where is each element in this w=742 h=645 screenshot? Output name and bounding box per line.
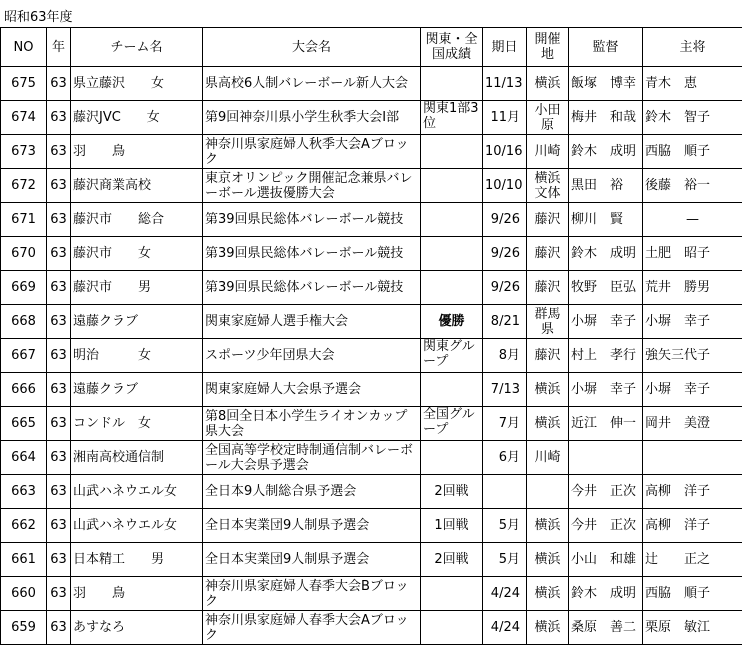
cell-year: 63 [47, 203, 71, 237]
cell-tournament: 神奈川県家庭婦人春季大会Bブロック [203, 577, 421, 611]
cell-captain: 荒井 勝男 [643, 271, 742, 305]
cell-tournament: 関東家庭婦人選手権大会 [203, 305, 421, 339]
cell-date: 7/13 [483, 373, 527, 407]
cell-year: 63 [47, 339, 71, 373]
cell-no: 672 [1, 169, 47, 203]
cell-date: 6月 [483, 441, 527, 475]
cell-venue: 川崎 [527, 135, 569, 169]
cell-tournament: 第39回県民総体バレーボール競技 [203, 237, 421, 271]
cell-team: 羽 鳥 [71, 135, 203, 169]
cell-team: 山武ハネウエル女 [71, 475, 203, 509]
cell-tournament: 神奈川県家庭婦人春季大会Aブロック [203, 611, 421, 645]
cell-date: 10/16 [483, 135, 527, 169]
cell-result [421, 67, 483, 101]
cell-no: 660 [1, 577, 47, 611]
cell-coach: 梅井 和哉 [569, 101, 643, 135]
cell-no: 665 [1, 407, 47, 441]
cell-team: 藤沢市 総合 [71, 203, 203, 237]
cell-coach: 小塀 幸子 [569, 305, 643, 339]
cell-tournament: 全日本実業団9人制県予選会 [203, 509, 421, 543]
cell-coach: 小山 和雄 [569, 543, 643, 577]
cell-result [421, 237, 483, 271]
cell-year: 63 [47, 101, 71, 135]
cell-coach: 牧野 臣弘 [569, 271, 643, 305]
cell-coach: 鈴木 成明 [569, 135, 643, 169]
cell-captain: 強矢三代子 [643, 339, 742, 373]
cell-result [421, 577, 483, 611]
cell-captain: 高柳 洋子 [643, 509, 742, 543]
cell-date: 9/26 [483, 203, 527, 237]
cell-captain: 西脇 順子 [643, 135, 742, 169]
cell-result [421, 441, 483, 475]
table-row [1, 441, 742, 475]
cell-team: 県立藤沢 女 [71, 67, 203, 101]
cell-venue: 横浜 [527, 543, 569, 577]
table-row [1, 67, 742, 101]
table-row [1, 577, 742, 611]
cell-date: 5月 [483, 543, 527, 577]
cell-result [421, 373, 483, 407]
cell-date: 11/13 [483, 67, 527, 101]
cell-coach: 桑原 善二 [569, 611, 643, 645]
cell-venue: 横浜文体 [527, 169, 569, 203]
cell-team: 日本精工 男 [71, 543, 203, 577]
cell-venue: 横浜 [527, 373, 569, 407]
table-row [1, 305, 742, 339]
table-row [1, 135, 742, 169]
cell-no: 668 [1, 305, 47, 339]
table-row [1, 373, 742, 407]
table-row [1, 101, 742, 135]
cell-captain: 栗原 敏江 [643, 611, 742, 645]
cell-no: 670 [1, 237, 47, 271]
cell-tournament: 全国高等学校定時制通信制バレーボール大会県予選会 [203, 441, 421, 475]
cell-result: 1回戦 [421, 509, 483, 543]
header-team: チーム名 [71, 28, 203, 67]
cell-venue: 川崎 [527, 441, 569, 475]
cell-venue: 横浜 [527, 509, 569, 543]
cell-team: 山武ハネウエル女 [71, 509, 203, 543]
cell-tournament: 全日本9人制総合県予選会 [203, 475, 421, 509]
cell-year: 63 [47, 475, 71, 509]
sheet-title: 昭和63年度 [4, 10, 73, 26]
cell-date: 7月 [483, 407, 527, 441]
cell-captain: 後藤 裕一 [643, 169, 742, 203]
cell-no: 669 [1, 271, 47, 305]
cell-venue: 藤沢 [527, 203, 569, 237]
cell-no: 659 [1, 611, 47, 645]
cell-venue: 横浜 [527, 577, 569, 611]
cell-year: 63 [47, 271, 71, 305]
cell-captain [643, 441, 742, 475]
cell-year: 63 [47, 441, 71, 475]
cell-date [483, 475, 527, 509]
header-tournament: 大会名 [203, 28, 421, 67]
cell-date: 9/26 [483, 237, 527, 271]
table-row [1, 407, 742, 441]
cell-coach: 飯塚 博幸 [569, 67, 643, 101]
cell-team: 明治 女 [71, 339, 203, 373]
cell-date: 8/21 [483, 305, 527, 339]
cell-captain: — [643, 203, 742, 237]
header-row [1, 28, 742, 67]
cell-team: 遠藤クラブ [71, 305, 203, 339]
cell-team: あすなろ [71, 611, 203, 645]
table-row [1, 339, 742, 373]
cell-captain: 小塀 幸子 [643, 373, 742, 407]
cell-venue: 横浜 [527, 611, 569, 645]
cell-venue [527, 475, 569, 509]
header-result: 関東・全国成績 [421, 28, 483, 67]
cell-result: 全国グループ [421, 407, 483, 441]
cell-year: 63 [47, 407, 71, 441]
cell-year: 63 [47, 135, 71, 169]
cell-result [421, 611, 483, 645]
cell-year: 63 [47, 509, 71, 543]
cell-year: 63 [47, 577, 71, 611]
cell-venue: 横浜 [527, 67, 569, 101]
cell-tournament: スポーツ少年団県大会 [203, 339, 421, 373]
cell-year: 63 [47, 305, 71, 339]
cell-coach: 村上 孝行 [569, 339, 643, 373]
cell-captain: 岡井 美澄 [643, 407, 742, 441]
cell-coach: 今井 正次 [569, 475, 643, 509]
table-row [1, 169, 742, 203]
table-row [1, 271, 742, 305]
cell-tournament: 神奈川県家庭婦人秋季大会Aブロック [203, 135, 421, 169]
table-row [1, 475, 742, 509]
cell-date: 10/10 [483, 169, 527, 203]
cell-result: 2回戦 [421, 475, 483, 509]
header-year: 年 [47, 28, 71, 67]
cell-no: 663 [1, 475, 47, 509]
cell-no: 662 [1, 509, 47, 543]
cell-date: 4/24 [483, 577, 527, 611]
cell-team: 遠藤クラブ [71, 373, 203, 407]
cell-no: 673 [1, 135, 47, 169]
cell-team: コンドル 女 [71, 407, 203, 441]
header-no: NO [1, 28, 47, 67]
cell-tournament: 東京オリンピック開催記念兼県バレーボール選抜優勝大会 [203, 169, 421, 203]
cell-tournament: 第9回神奈川県小学生秋季大会Ⅰ部 [203, 101, 421, 135]
cell-venue: 藤沢 [527, 339, 569, 373]
cell-team: 藤沢JVC 女 [71, 101, 203, 135]
cell-coach: 鈴木 成明 [569, 237, 643, 271]
header-date: 期日 [483, 28, 527, 67]
cell-tournament: 関東家庭婦人大会県予選会 [203, 373, 421, 407]
cell-year: 63 [47, 237, 71, 271]
cell-team: 羽 鳥 [71, 577, 203, 611]
cell-captain: 西脇 順子 [643, 577, 742, 611]
cell-no: 666 [1, 373, 47, 407]
cell-year: 63 [47, 169, 71, 203]
table-row [1, 611, 742, 645]
cell-result [421, 135, 483, 169]
results-table [0, 27, 742, 645]
cell-venue: 群馬県 [527, 305, 569, 339]
cell-no: 675 [1, 67, 47, 101]
cell-captain: 鈴木 智子 [643, 101, 742, 135]
cell-tournament: 全日本実業団9人制県予選会 [203, 543, 421, 577]
cell-result [421, 271, 483, 305]
table-row [1, 237, 742, 271]
cell-date: 8月 [483, 339, 527, 373]
cell-team: 藤沢市 男 [71, 271, 203, 305]
cell-captain: 青木 恵 [643, 67, 742, 101]
cell-result: 関東1部3位 [421, 101, 483, 135]
cell-no: 671 [1, 203, 47, 237]
cell-no: 667 [1, 339, 47, 373]
cell-team: 藤沢商業高校 [71, 169, 203, 203]
header-coach: 監督 [569, 28, 643, 67]
cell-captain: 辻 正之 [643, 543, 742, 577]
cell-year: 63 [47, 611, 71, 645]
cell-result: 2回戦 [421, 543, 483, 577]
cell-year: 63 [47, 543, 71, 577]
cell-tournament: 第8回全日本小学生ライオンカップ県大会 [203, 407, 421, 441]
cell-date: 11月 [483, 101, 527, 135]
cell-result [421, 203, 483, 237]
cell-team: 藤沢市 女 [71, 237, 203, 271]
cell-result: 優勝 [421, 305, 483, 339]
header-venue: 開催地 [527, 28, 569, 67]
cell-no: 661 [1, 543, 47, 577]
cell-coach: 柳川 賢 [569, 203, 643, 237]
cell-result [421, 169, 483, 203]
cell-captain: 小塀 幸子 [643, 305, 742, 339]
cell-captain: 土肥 昭子 [643, 237, 742, 271]
cell-coach: 今井 正次 [569, 509, 643, 543]
cell-team: 湘南高校通信制 [71, 441, 203, 475]
cell-date: 5月 [483, 509, 527, 543]
cell-tournament: 県高校6人制バレーボール新人大会 [203, 67, 421, 101]
cell-coach: 黒田 裕 [569, 169, 643, 203]
table-row [1, 509, 742, 543]
cell-coach: 小塀 幸子 [569, 373, 643, 407]
cell-venue: 藤沢 [527, 271, 569, 305]
cell-venue: 藤沢 [527, 237, 569, 271]
cell-venue: 横浜 [527, 407, 569, 441]
cell-no: 674 [1, 101, 47, 135]
cell-date: 9/26 [483, 271, 527, 305]
cell-tournament: 第39回県民総体バレーボール競技 [203, 271, 421, 305]
cell-date: 4/24 [483, 611, 527, 645]
table-row [1, 543, 742, 577]
cell-result: 関東グループ [421, 339, 483, 373]
table-row [1, 203, 742, 237]
cell-coach [569, 441, 643, 475]
cell-coach: 鈴木 成明 [569, 577, 643, 611]
cell-coach: 近江 伸一 [569, 407, 643, 441]
cell-year: 63 [47, 373, 71, 407]
cell-tournament: 第39回県民総体バレーボール競技 [203, 203, 421, 237]
header-captain: 主将 [643, 28, 742, 67]
cell-year: 63 [47, 67, 71, 101]
cell-captain: 高柳 洋子 [643, 475, 742, 509]
cell-no: 664 [1, 441, 47, 475]
cell-venue: 小田原 [527, 101, 569, 135]
